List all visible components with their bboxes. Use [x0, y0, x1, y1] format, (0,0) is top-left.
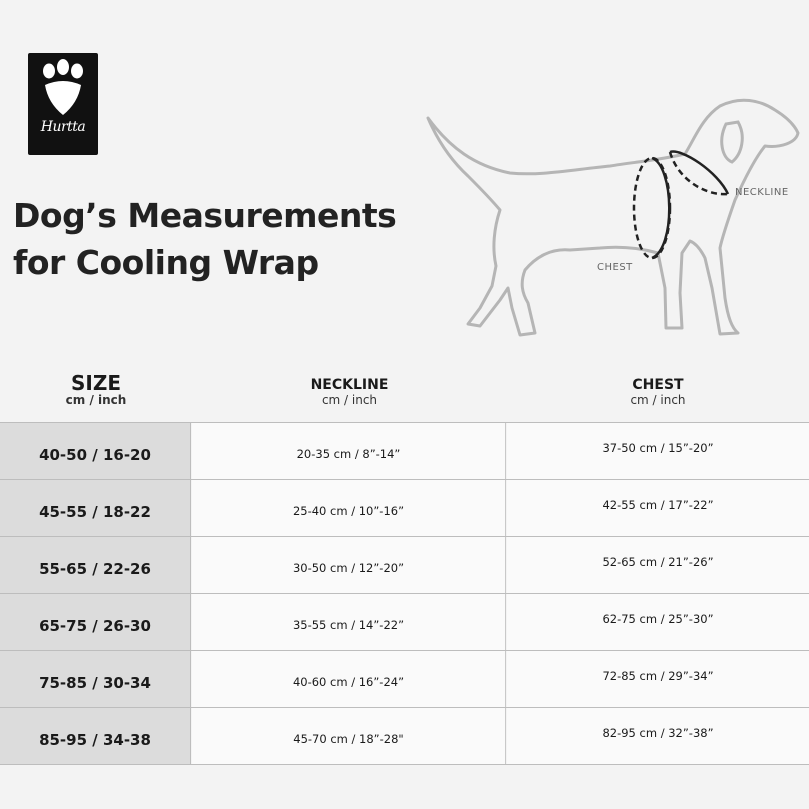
chest-cell: 82-95 cm / 32”-38” [507, 708, 809, 764]
paw-icon [28, 53, 98, 155]
header-chest-title: CHEST [632, 377, 684, 393]
table-row [0, 593, 809, 650]
table-row [0, 422, 809, 479]
table-row [0, 536, 809, 593]
header-chest-unit: cm / inch [630, 393, 686, 407]
size-table [0, 422, 809, 765]
hurtta-logo [28, 53, 98, 155]
dog-measurement-illustration [420, 88, 809, 348]
header-chest [507, 372, 809, 407]
neckline-cell: 45-70 cm / 18”-28" [192, 708, 506, 764]
header-neckline [192, 372, 507, 407]
logo-wordmark: Hurtta [40, 119, 86, 135]
chest-label: CHEST [597, 262, 633, 273]
size-cell: 75-85 / 30-34 [0, 651, 191, 707]
neckline-cell: 25-40 cm / 10”-16” [192, 480, 506, 536]
table-row [0, 650, 809, 707]
header-neckline-title: NECKLINE [310, 377, 389, 393]
table-header [0, 372, 809, 422]
chest-cell: 52-65 cm / 21”-26” [507, 537, 809, 593]
table-row [0, 707, 809, 765]
neckline-cell: 30-50 cm / 12”-20” [192, 537, 506, 593]
table-row [0, 479, 809, 536]
neckline-cell: 40-60 cm / 16”-24” [192, 651, 506, 707]
chest-cell: 37-50 cm / 15”-20” [507, 423, 809, 479]
neckline-cell: 35-55 cm / 14”-22” [192, 594, 506, 650]
title-line-1: Dog’s Measurements [13, 196, 397, 235]
size-cell: 85-95 / 34-38 [0, 708, 191, 764]
neckline-cell: 20-35 cm / 8”-14” [192, 423, 506, 479]
size-cell: 65-75 / 26-30 [0, 594, 191, 650]
size-cell: 55-65 / 22-26 [0, 537, 191, 593]
size-cell: 45-55 / 18-22 [0, 480, 191, 536]
page-title [13, 192, 396, 286]
header-size-unit: cm / inch [65, 393, 127, 407]
neckline-label: NECKLINE [735, 187, 789, 198]
chest-cell: 62-75 cm / 25”-30” [507, 594, 809, 650]
header-size-title: SIZE [70, 371, 121, 395]
chest-cell: 42-55 cm / 17”-22” [507, 480, 809, 536]
size-cell: 40-50 / 16-20 [0, 423, 191, 479]
header-size [0, 372, 192, 407]
chest-cell: 72-85 cm / 29”-34” [507, 651, 809, 707]
title-line-2: for Cooling Wrap [13, 243, 319, 282]
header-neckline-unit: cm / inch [321, 393, 378, 407]
